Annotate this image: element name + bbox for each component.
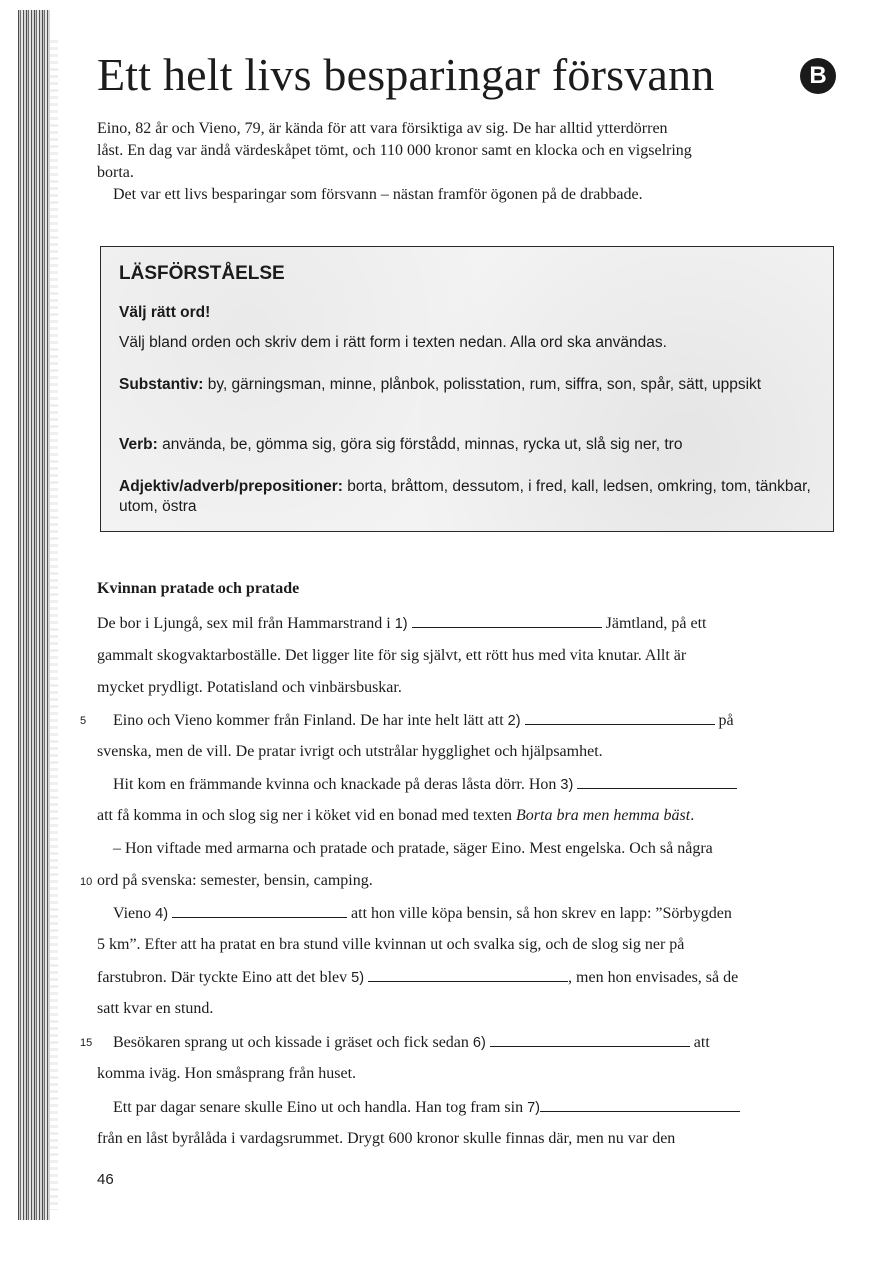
story-line: [97, 967, 738, 988]
level-badge: B: [800, 58, 836, 94]
blank-number: 5): [351, 970, 365, 986]
story-line: [97, 613, 706, 634]
intro-paragraph-2: Det var ett livs besparingar som försvann – nästan framför ögonen på de drabbade.: [113, 186, 643, 203]
text: att hon ville köpa bensin, så hon skrev en lapp: ”Sörbygden: [351, 905, 732, 922]
story-line: [113, 1097, 740, 1118]
text: att få komma in och slog sig ner i köket vid en bonad med texten: [97, 807, 513, 824]
answer-blank-5[interactable]: [368, 967, 568, 982]
story-line: komma iväg. Hon småsprang från huset.: [97, 1065, 357, 1082]
adjective-words: borta, bråttom, dessutom, i fred, kall, ledsen, omkring, tom, tänkbar, utom, östra: [119, 478, 811, 515]
text: farstubron. Där tyckte Eino att det blev: [97, 969, 348, 986]
text: Eino och Vieno kommer från Finland. De har inte helt lätt att: [113, 712, 504, 729]
answer-blank-1[interactable]: [412, 613, 602, 628]
noun-words: by, gärningsman, minne, plånbok, polisstation, rum, siffra, son, spår, sätt, uppsikt: [207, 376, 762, 393]
story-line: mycket prydligt. Potatisland och vinbärsbuskar.: [97, 679, 402, 696]
text: Besökaren sprang ut och kissade i gräset och fick sedan: [113, 1034, 469, 1051]
story-line: svenska, men de vill. De pratar ivrigt och utstrålar hygglighet och hjälpsamhet.: [97, 743, 603, 760]
text: Jämtland, på ett: [605, 615, 707, 632]
story-line: [97, 806, 694, 826]
line-number: 10: [80, 876, 93, 888]
blank-number: 7): [527, 1100, 540, 1116]
story-heading: Kvinnan pratade och pratade: [97, 580, 300, 597]
blank-number: 2): [507, 713, 521, 729]
noun-label: Substantiv:: [119, 376, 204, 393]
text: Vieno: [113, 905, 152, 922]
page-number: 46: [97, 1171, 114, 1188]
verb-label: Verb:: [119, 436, 158, 453]
blank-number: 1): [394, 616, 408, 632]
line-number: 5: [80, 715, 87, 727]
story-line: [113, 1032, 710, 1053]
binding-shadow: [50, 40, 58, 1210]
text: De bor i Ljungå, sex mil från Hammarstrand i: [97, 615, 391, 632]
answer-blank-7[interactable]: [540, 1097, 740, 1112]
blank-number: 6): [472, 1035, 486, 1051]
box-title: LÄSFÖRSTÅELSE: [119, 263, 285, 284]
blank-number: 3): [560, 777, 574, 793]
story-line: satt kvar en stund.: [97, 1000, 214, 1017]
story-line: [113, 710, 734, 731]
story-line: gammalt skogvaktarboställe. Det ligger lite för sig självt, ett rött hus med vita knutar. Allt är: [97, 647, 687, 664]
page-title: Ett helt livs besparingar försvann: [97, 49, 715, 100]
blank-number: 4): [155, 906, 169, 922]
story-line: – Hon viftade med armarna och pratade och pratade, säger Eino. Mest engelska. Och så några: [113, 840, 713, 857]
text: att: [693, 1034, 710, 1051]
story-line: ord på svenska: semester, bensin, camping.: [97, 872, 373, 889]
book-spine-scan-edge: [18, 10, 50, 1220]
intro-paragraph-1: Eino, 82 år och Vieno, 79, är kända för att vara försiktiga av sig. De har alltid ytterdörren låst. En dag var ändå värdeskåpet tömt, och 110 000 kronor samt en klocka och en vigselring borta.: [97, 120, 692, 181]
answer-blank-6[interactable]: [490, 1032, 690, 1047]
text: Hit kom en främmande kvinna och knackade på deras låsta dörr. Hon: [113, 776, 557, 793]
box-instruction: Välj bland orden och skriv dem i rätt form i texten nedan. Alla ord ska användas.: [119, 334, 667, 351]
story-line: [113, 903, 732, 924]
adjective-word-list: [119, 477, 819, 517]
reading-comprehension-box: [100, 246, 834, 532]
noun-word-list: [119, 375, 819, 395]
story-line: [113, 774, 737, 795]
story-line: från en låst byrålåda i vardagsrummet. Drygt 600 kronor skulle finnas där, men nu var den: [97, 1130, 676, 1147]
answer-blank-4[interactable]: [172, 903, 347, 918]
text: , men hon envisades, så de: [568, 969, 739, 986]
box-subtitle: Välj rätt ord!: [119, 304, 211, 321]
story-line: 5 km”. Efter att ha pratat en bra stund ville kvinnan ut och svalka sig, och de slog sig ner på: [97, 936, 685, 953]
answer-blank-3[interactable]: [577, 774, 737, 789]
italic-text: Borta bra men hemma bäst: [516, 807, 691, 824]
text: Ett par dagar senare skulle Eino ut och handla. Han tog fram sin: [113, 1099, 524, 1116]
verb-words: använda, be, gömma sig, göra sig förstådd, minnas, rycka ut, slå sig ner, tro: [162, 436, 683, 453]
text: .: [690, 807, 695, 824]
intro-text: [97, 118, 697, 206]
answer-blank-2[interactable]: [525, 710, 715, 725]
text: på: [718, 712, 734, 729]
line-number: 15: [80, 1037, 93, 1049]
verb-word-list: [119, 435, 682, 455]
adjective-label: Adjektiv/adverb/prepositioner:: [119, 478, 343, 495]
